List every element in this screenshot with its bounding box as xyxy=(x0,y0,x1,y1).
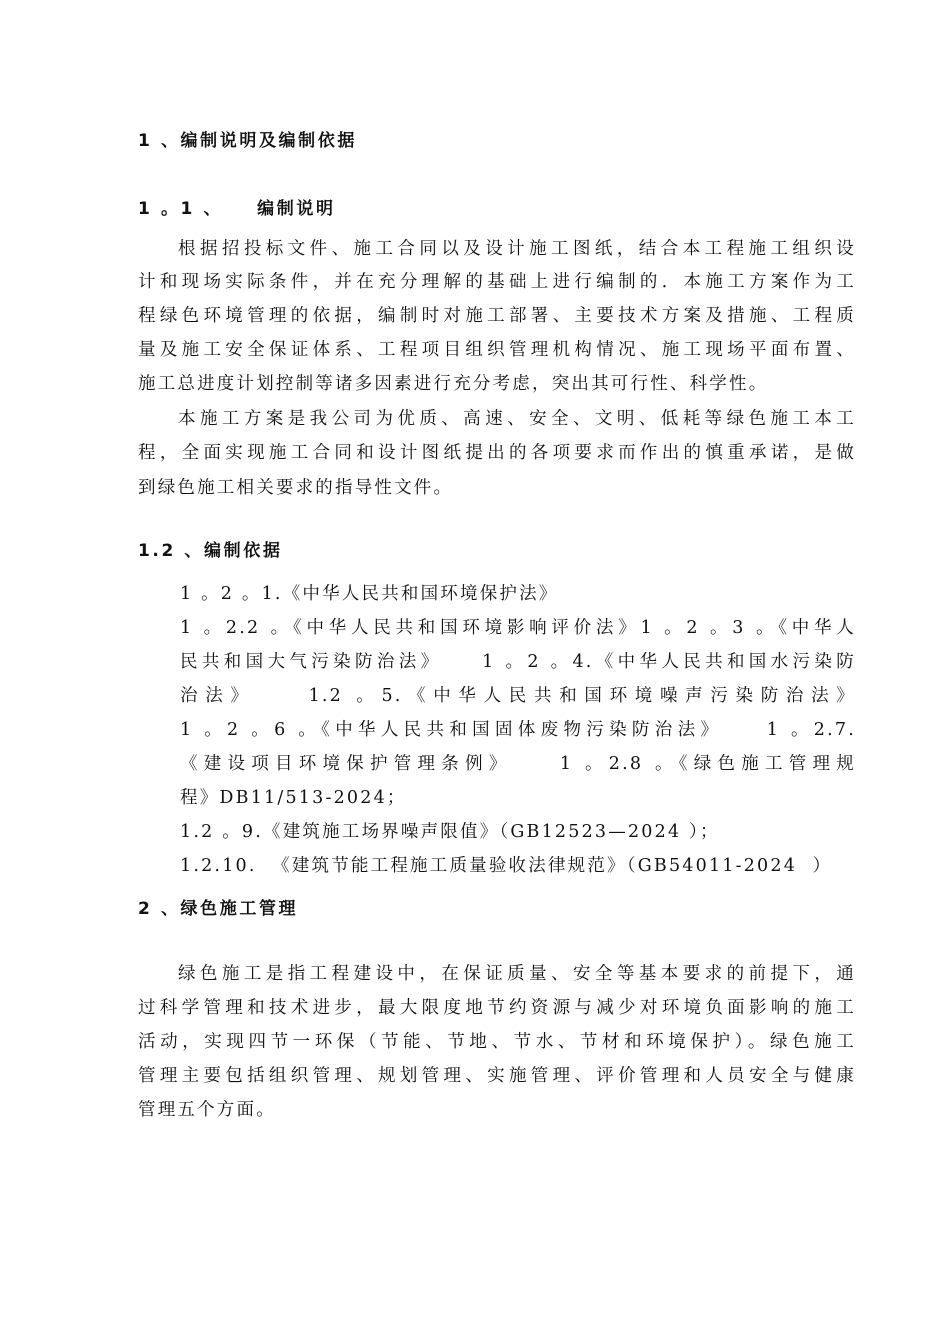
section-1-2-heading: 1.2 、编制依据 xyxy=(138,541,283,561)
paragraph-line: 过科学管理和技术进步，最大限度地节约资源与减少对环境负面影响的施工 xyxy=(138,998,856,1018)
paragraph-line: 活动，实现四节一环保（节能、节地、节水、节材和环境保护）。绿色施工 xyxy=(138,1032,856,1052)
section-1-heading: 1 、编制说明及编制依据 xyxy=(138,131,357,151)
reference-line: 1 。2 。6 。《中华人民共和国固体废物污染防治法》 1 。2.7. xyxy=(180,720,856,740)
paragraph-line: 本施工方案是我公司为优质、高速、安全、文明、低耗等绿色施工本工 xyxy=(178,409,856,429)
paragraph-line: 施工总进度计划控制等诸多因素进行充分考虑，突出其可行性、科学性。 xyxy=(138,374,769,394)
paragraph-line: 根据招投标文件、施工合同以及设计施工图纸，结合本工程施工组织设 xyxy=(178,239,856,259)
paragraph-line: 到绿色施工相关要求的指导性文件。 xyxy=(138,478,454,498)
section-2-heading: 2 、绿色施工管理 xyxy=(138,899,299,919)
reference-line: 治法》 1.2 。5.《中华人民共和国环境噪声污染防治法》 xyxy=(180,686,856,706)
reference-line: 程》DB11/513-2024； xyxy=(180,788,407,808)
reference-line: 《建设项目环境保护管理条例》 1 。2.8 。《绿色施工管理规 xyxy=(180,754,856,774)
reference-line: 1 。2.2 。《中华人民共和国环境影响评价法》1 。2 。3 。《中华人 xyxy=(180,618,856,638)
paragraph-line: 管理主要包括组织管理、规划管理、实施管理、评价管理和人员安全与健康 xyxy=(138,1066,856,1086)
paragraph-line: 管理五个方面。 xyxy=(138,1100,276,1120)
paragraph-line: 程，全面实现施工合同和设计图纸提出的各项要求而作出的慎重承诺，是做 xyxy=(138,443,856,463)
paragraph-line: 绿色施工是指工程建设中，在保证质量、安全等基本要求的前提下，通 xyxy=(178,964,856,984)
reference-line: 民共和国大气污染防治法》 1 。2 。4.《中华人民共和国水污染防 xyxy=(180,652,856,672)
reference-line: 1.2 。9.《建筑施工场界噪声限值》（GB12523—2024 ）； xyxy=(180,822,720,842)
section-1-1-heading: 1 。1 、 编制说明 xyxy=(138,199,336,219)
paragraph-line: 计和现场实际条件，并在充分理解的基础上进行编制的．本施工方案作为工 xyxy=(138,272,856,292)
reference-line: 1.2.10. 《建筑节能工程施工质量验收法律规范》（GB54011-2024 ） xyxy=(180,856,833,876)
reference-line: 1 。2 。1.《中华人民共和国环境保护法》 xyxy=(180,584,559,604)
paragraph-line: 量及施工安全保证体系、工程项目组织管理机构情况、施工现场平面布置、 xyxy=(138,340,856,360)
paragraph-line: 程绿色环境管理的依据，编制时对施工部署、主要技术方案及措施、工程质 xyxy=(138,306,856,326)
